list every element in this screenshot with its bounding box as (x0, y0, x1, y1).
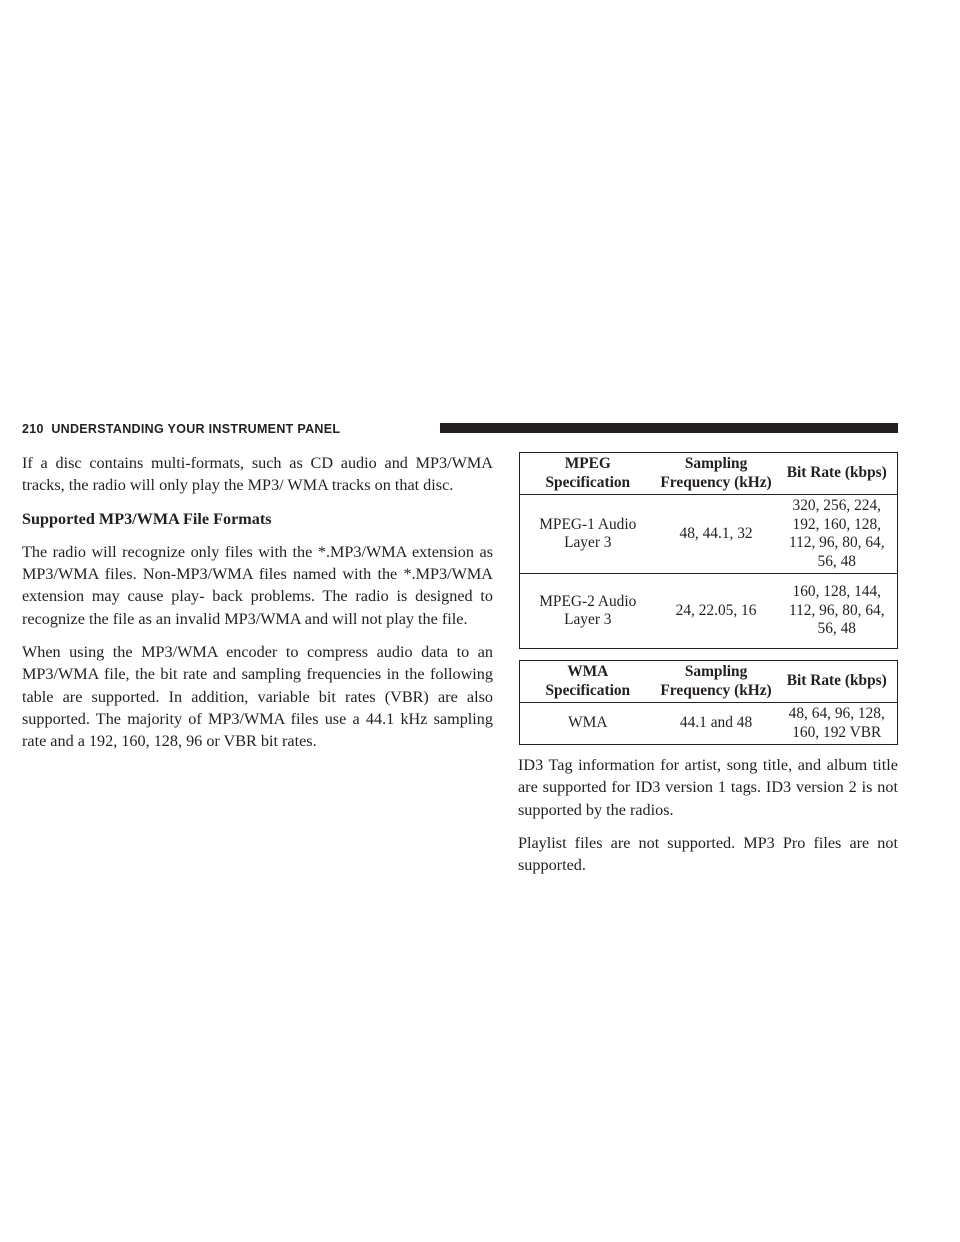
header-cell: Bit Rate (kbps) (777, 661, 898, 703)
header-cell: MPEG Specification (520, 453, 656, 495)
header-cell: Sampling Frequency (kHz) (656, 661, 777, 703)
wma-spec-table (519, 660, 898, 745)
table-cell: 320, 256, 224, 192, 160, 128, 112, 96, 80, 64, 56, 48 (777, 495, 898, 574)
section-title: UNDERSTANDING YOUR INSTRUMENT PANEL (51, 422, 341, 436)
intro-paragraph: If a disc contains multi-formats, such as CD audio and MP3/WMA tracks, the radio will only play the MP3/ WMA tracks on that disc. (22, 454, 493, 495)
table-row (520, 495, 898, 574)
table-cell: MPEG-2 Audio Layer 3 (520, 574, 656, 649)
table-spacer (518, 745, 898, 754)
header-rule-bar (440, 423, 898, 433)
table-cell: 48, 64, 96, 128, 160, 192 VBR (777, 703, 898, 745)
page-number: 210 (22, 422, 44, 436)
table-cell: WMA (520, 703, 656, 745)
left-column (22, 452, 493, 764)
section-heading: Supported MP3/WMA File Formats (22, 509, 272, 528)
table-row (520, 574, 898, 649)
encoder-paragraph: When using the MP3/WMA encoder to compress audio data to an MP3/WMA file, the bit rate and sampling frequencies in the following table are supported. In addition, variable bit rates (VBR) are also supported. The majority of MP3/WMA files use a 44.1 kHz sampling rate and a 192, 160, 128, 96 or VBR bit rates. (22, 643, 493, 751)
table-cell: 48, 44.1, 32 (656, 495, 777, 574)
playlist-paragraph: Playlist files are not supported. MP3 Pro files are not supported. (518, 833, 898, 875)
file-format-paragraph: The radio will recognize only files with the *.MP3/WMA extension as MP3/WMA files. Non-MP3/WMA files named with the *.MP3/WMA extension may cause play- back problems. The radio is designed to recognize the file as an invalid MP3/WMA and will not play the file. (22, 542, 493, 628)
table-row (520, 703, 898, 745)
header-cell: WMA Specification (520, 661, 656, 703)
table-header-row (520, 661, 898, 703)
table-cell: 44.1 and 48 (656, 703, 777, 745)
header-text (22, 421, 340, 437)
mpeg-spec-table (519, 452, 898, 649)
table-cell: MPEG-1 Audio Layer 3 (520, 495, 656, 574)
right-column (518, 452, 898, 887)
header-cell: Bit Rate (kbps) (777, 453, 898, 495)
id3-paragraph: ID3 Tag information for artist, song title, and album title are supported for ID3 version 1 tags. ID3 version 2 is not supported by the radios. (518, 756, 898, 819)
header-cell: Sampling Frequency (kHz) (656, 453, 777, 495)
page-header (22, 421, 898, 437)
table-header-row (520, 453, 898, 495)
table-cell: 24, 22.05, 16 (656, 574, 777, 649)
table-spacer (518, 649, 898, 660)
table-cell: 160, 128, 144, 112, 96, 80, 64, 56, 48 (777, 574, 898, 649)
